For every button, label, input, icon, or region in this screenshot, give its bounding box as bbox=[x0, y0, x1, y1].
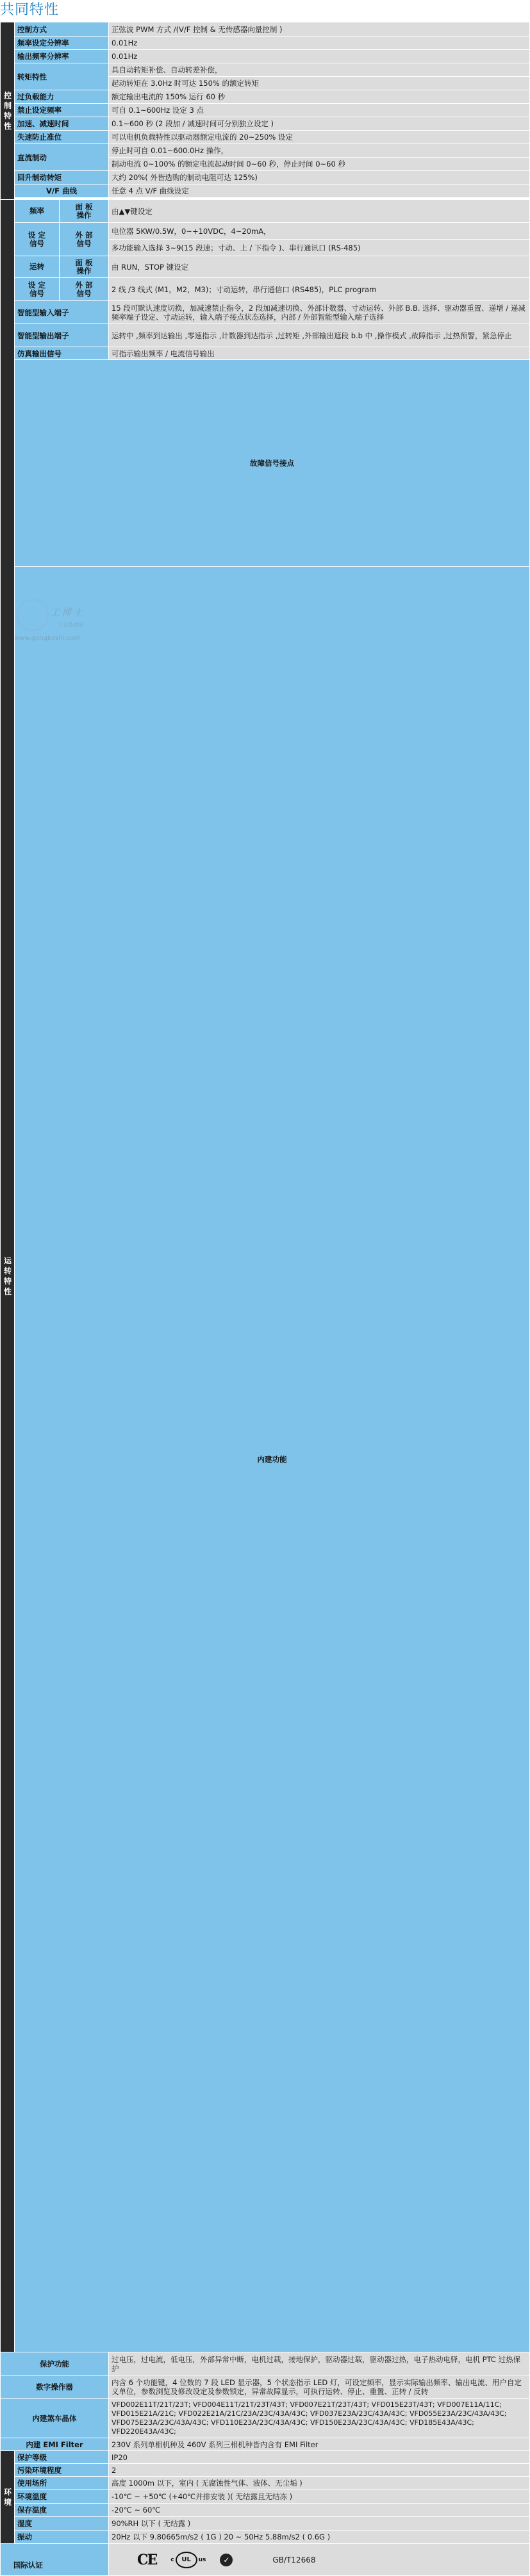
table-row bbox=[1, 131, 530, 144]
table-row bbox=[1, 567, 530, 2352]
row-value: 额定输出电流的 150% 运行 60 秒 bbox=[109, 90, 530, 104]
page-title: 共同特性 bbox=[0, 2, 60, 18]
table-row bbox=[1, 2477, 530, 2490]
row-value: 0.01Hz bbox=[109, 50, 530, 63]
row-value: 230V 系列单相机种及 460V 系列三相机种皆内含有 EMI Filter bbox=[109, 2438, 530, 2451]
cul-us-mark-icon: c UL us bbox=[170, 2552, 206, 2568]
table-row bbox=[1, 37, 530, 50]
table-row bbox=[1, 22, 530, 37]
table-row bbox=[1, 104, 530, 117]
gb-standard-text: GB/T12668 bbox=[272, 2555, 316, 2564]
table-row bbox=[1, 278, 530, 301]
row-value: 0.01Hz bbox=[109, 37, 530, 50]
row-label: 内建煞车晶体 bbox=[1, 2399, 109, 2438]
row-label: 失速防止准位 bbox=[15, 131, 109, 144]
row-label: 数字操作器 bbox=[1, 2375, 109, 2399]
row-label: 智能型输入端子 bbox=[15, 301, 109, 324]
table-row bbox=[1, 2490, 530, 2504]
row-value: -10℃ ~ +50℃ (+40℃并排安装 )( 无结露且无结冻 ) bbox=[109, 2490, 530, 2504]
row-value: 0.1~600 秒 (2 段加 / 减速时间可分别独立设定 ) bbox=[109, 117, 530, 131]
row-value: 停止时可自 0.01~600.0Hz 操作， bbox=[109, 144, 530, 158]
row-value: 电位器 5KW/0.5W，0~+10VDC，4~20mA， bbox=[109, 223, 530, 240]
watermark-sub: 工业品商城 bbox=[58, 622, 83, 628]
row-value: 正弦波 PWM 方式 /(V/F 控制 & 无传感器向量控制 ) bbox=[109, 22, 530, 37]
row-label: 保护等级 bbox=[15, 2451, 109, 2464]
row-value: 多功能输入选择 3~9(15 段速；寸动、上 / 下指令 )、串行通讯口 (RS-485) bbox=[109, 240, 530, 256]
row-label: 转矩特性 bbox=[15, 63, 109, 90]
row-value: 90%RH 以下 ( 无结露 ) bbox=[109, 2517, 530, 2531]
table-row bbox=[1, 50, 530, 63]
row-sublabel: 面 板 操作 bbox=[60, 256, 109, 278]
table-row bbox=[1, 2438, 530, 2451]
row-label: 过负载能力 bbox=[15, 90, 109, 104]
certification-marks bbox=[112, 2552, 527, 2568]
row-value: 运转中 ,频率到达输出 ,零速指示 ,计数器到达指示 ,过转矩 ,外部输出遮段 b.b 中 ,操作模式 ,故障指示 ,过热预警，紧急停止 bbox=[109, 324, 530, 347]
row-value: 任意 4 点 V/F 曲线设定 bbox=[109, 185, 530, 198]
row-value: 高度 1000m 以下，室内 ( 无腐蚀性气体、液体、无尘垢 ) bbox=[109, 2477, 530, 2490]
table-row bbox=[1, 2464, 530, 2477]
row-label: 加速、减速时间 bbox=[15, 117, 109, 131]
table-row bbox=[1, 2352, 530, 2375]
row-label: 频率 bbox=[15, 200, 60, 223]
row-value: 制动电流 0~100% 的额定电流起动时间 0~60 秒，停止时间 0~60 秒 bbox=[109, 158, 530, 171]
table-row bbox=[1, 144, 530, 158]
table-row bbox=[1, 2517, 530, 2531]
row-label: 保护功能 bbox=[1, 2352, 109, 2375]
row-label: 直流制动 bbox=[15, 144, 109, 171]
row-label: 振动 bbox=[15, 2531, 109, 2544]
ce-mark-icon: CE bbox=[137, 2551, 157, 2568]
table-row bbox=[1, 2504, 530, 2517]
group-environment: 环境 bbox=[1, 2451, 15, 2544]
table-row bbox=[1, 360, 530, 567]
row-value: 15 段可默认速度切换，加减速禁止指令，2 段加减速切换、外部计数器、寸动运转、外部 B.B. 选择、驱动器重置、递增 / 递减频率端子设定、寸动运转，输入端子接点状态选择，内部 / 外部智能型输入端子选择 bbox=[109, 301, 530, 324]
row-label: 频率设定分辨率 bbox=[15, 37, 109, 50]
table-row bbox=[1, 223, 530, 240]
table-row bbox=[1, 301, 530, 324]
row-label: 故障信号接点 bbox=[15, 360, 530, 567]
row-label: 智能型输出端子 bbox=[15, 324, 109, 347]
row-value: 2 bbox=[109, 2464, 530, 2477]
row-label: 环境温度 bbox=[15, 2490, 109, 2504]
row-label: 国际认证 bbox=[1, 2544, 109, 2576]
row-value: 由 RUN，STOP 键设定 bbox=[109, 256, 530, 278]
row-label: 运转 bbox=[15, 256, 60, 278]
table-row bbox=[1, 63, 530, 77]
row-label: 保存温度 bbox=[15, 2504, 109, 2517]
table-row bbox=[1, 2375, 530, 2399]
table-row bbox=[1, 117, 530, 131]
row-label: 禁止设定频率 bbox=[15, 104, 109, 117]
c-tick-mark-icon: ✓ bbox=[220, 2554, 233, 2566]
table-row bbox=[1, 200, 530, 223]
row-label: 湿度 bbox=[15, 2517, 109, 2531]
watermark-brand: 工博士 bbox=[50, 607, 85, 618]
row-label: 仿真输出信号 bbox=[15, 347, 109, 360]
row-value: 可以电机负载特性以驱动器额定电流的 20~250% 设定 bbox=[109, 131, 530, 144]
row-value: 起动转矩在 3.0Hz 时可达 150% 的额定转矩 bbox=[109, 77, 530, 90]
table-row bbox=[1, 347, 530, 360]
row-value: 过电压，过电流，低电压，外部异常中断，电机过载，接地保护，驱动器过载，驱动器过热，电子热动电驿，电机 PTC 过热保护 bbox=[109, 2352, 530, 2375]
row-label: 输出频率分辨率 bbox=[15, 50, 109, 63]
row-value: VFD002E11T/21T/23T; VFD004E11T/21T/23T/43T; VFD007E21T/23T/43T; VFD015E23T/43T; VFD007E11A/11C; VFD015E21A/21C; VFD022E21A/21C/23A/23C/43A/43C; VFD037E23A/23C/43A/43C; VFD055E23A/23C/43A/43C; VFD075E23A/23C/43A/43C; VFD110E23A/23C/43A/43C; VFD150E23A/23C/43A/43C; VFD185E43A/43C; VFD220E43A/43C; bbox=[109, 2399, 530, 2438]
row-value: 大约 20%( 外皆选购的制动电阻可达 125%) bbox=[109, 171, 530, 185]
row-label: 设 定 信号 bbox=[15, 223, 60, 256]
row-label: 内建功能 bbox=[15, 567, 530, 2352]
row-value: 2 线 /3 线式 (M1，M2，M3)；寸动运转，串行通信口 (RS485)，PLC program bbox=[109, 278, 530, 301]
row-sublabel: 面 板 操作 bbox=[60, 200, 109, 223]
row-label: 使用场所 bbox=[15, 2477, 109, 2490]
table-row bbox=[1, 256, 530, 278]
row-label: 污染环境程度 bbox=[15, 2464, 109, 2477]
table-row bbox=[1, 324, 530, 347]
row-sublabel: 外 部 信号 bbox=[60, 223, 109, 256]
table-row bbox=[1, 2451, 530, 2464]
spec-table bbox=[0, 22, 530, 2576]
group-operation: 运转特性 bbox=[1, 200, 15, 2352]
row-label: 设 定 信号 bbox=[15, 278, 60, 301]
watermark-url: www.gongboshi.com bbox=[14, 635, 81, 642]
table-row bbox=[1, 171, 530, 185]
table-row bbox=[1, 185, 530, 198]
row-value: 内含 6 个功能键，4 位数的 7 段 LED 显示器，5 个状态指示 LED 灯，可设定频率，显示实际输出频率、输出电流、用户自定义单位，参数浏览及修改设定及参数锁定，异常故障显示，可执行运转、停止、重置、正转 / 反转 bbox=[109, 2375, 530, 2399]
row-sublabel: 外 部 信号 bbox=[60, 278, 109, 301]
row-value: 由▲▼键设定 bbox=[109, 200, 530, 223]
row-value: -20℃ ~ 60℃ bbox=[109, 2504, 530, 2517]
row-label: V/F 曲线 bbox=[15, 185, 109, 198]
table-row bbox=[1, 2544, 530, 2576]
table-row bbox=[1, 2399, 530, 2438]
table-row bbox=[1, 90, 530, 104]
row-value: 具自动转矩补偿、自动转差补偿， bbox=[109, 63, 530, 77]
row-label: 控制方式 bbox=[15, 22, 109, 37]
row-label: 回升制动转矩 bbox=[15, 171, 109, 185]
table-row bbox=[1, 2531, 530, 2544]
row-label: 内建 EMI Filter bbox=[1, 2438, 109, 2451]
row-value: 可指示输出频率 / 电流信号输出 bbox=[109, 347, 530, 360]
certification-value bbox=[109, 2544, 530, 2576]
row-value: 可自 0.1~600Hz 设定 3 点 bbox=[109, 104, 530, 117]
group-control: 控制特性 bbox=[1, 22, 15, 200]
row-value: IP20 bbox=[109, 2451, 530, 2464]
row-value: 20Hz 以下 9.80665m/s2 ( 1G ) 20 ~ 50Hz 5.88m/s2 ( 0.6G ) bbox=[109, 2531, 530, 2544]
